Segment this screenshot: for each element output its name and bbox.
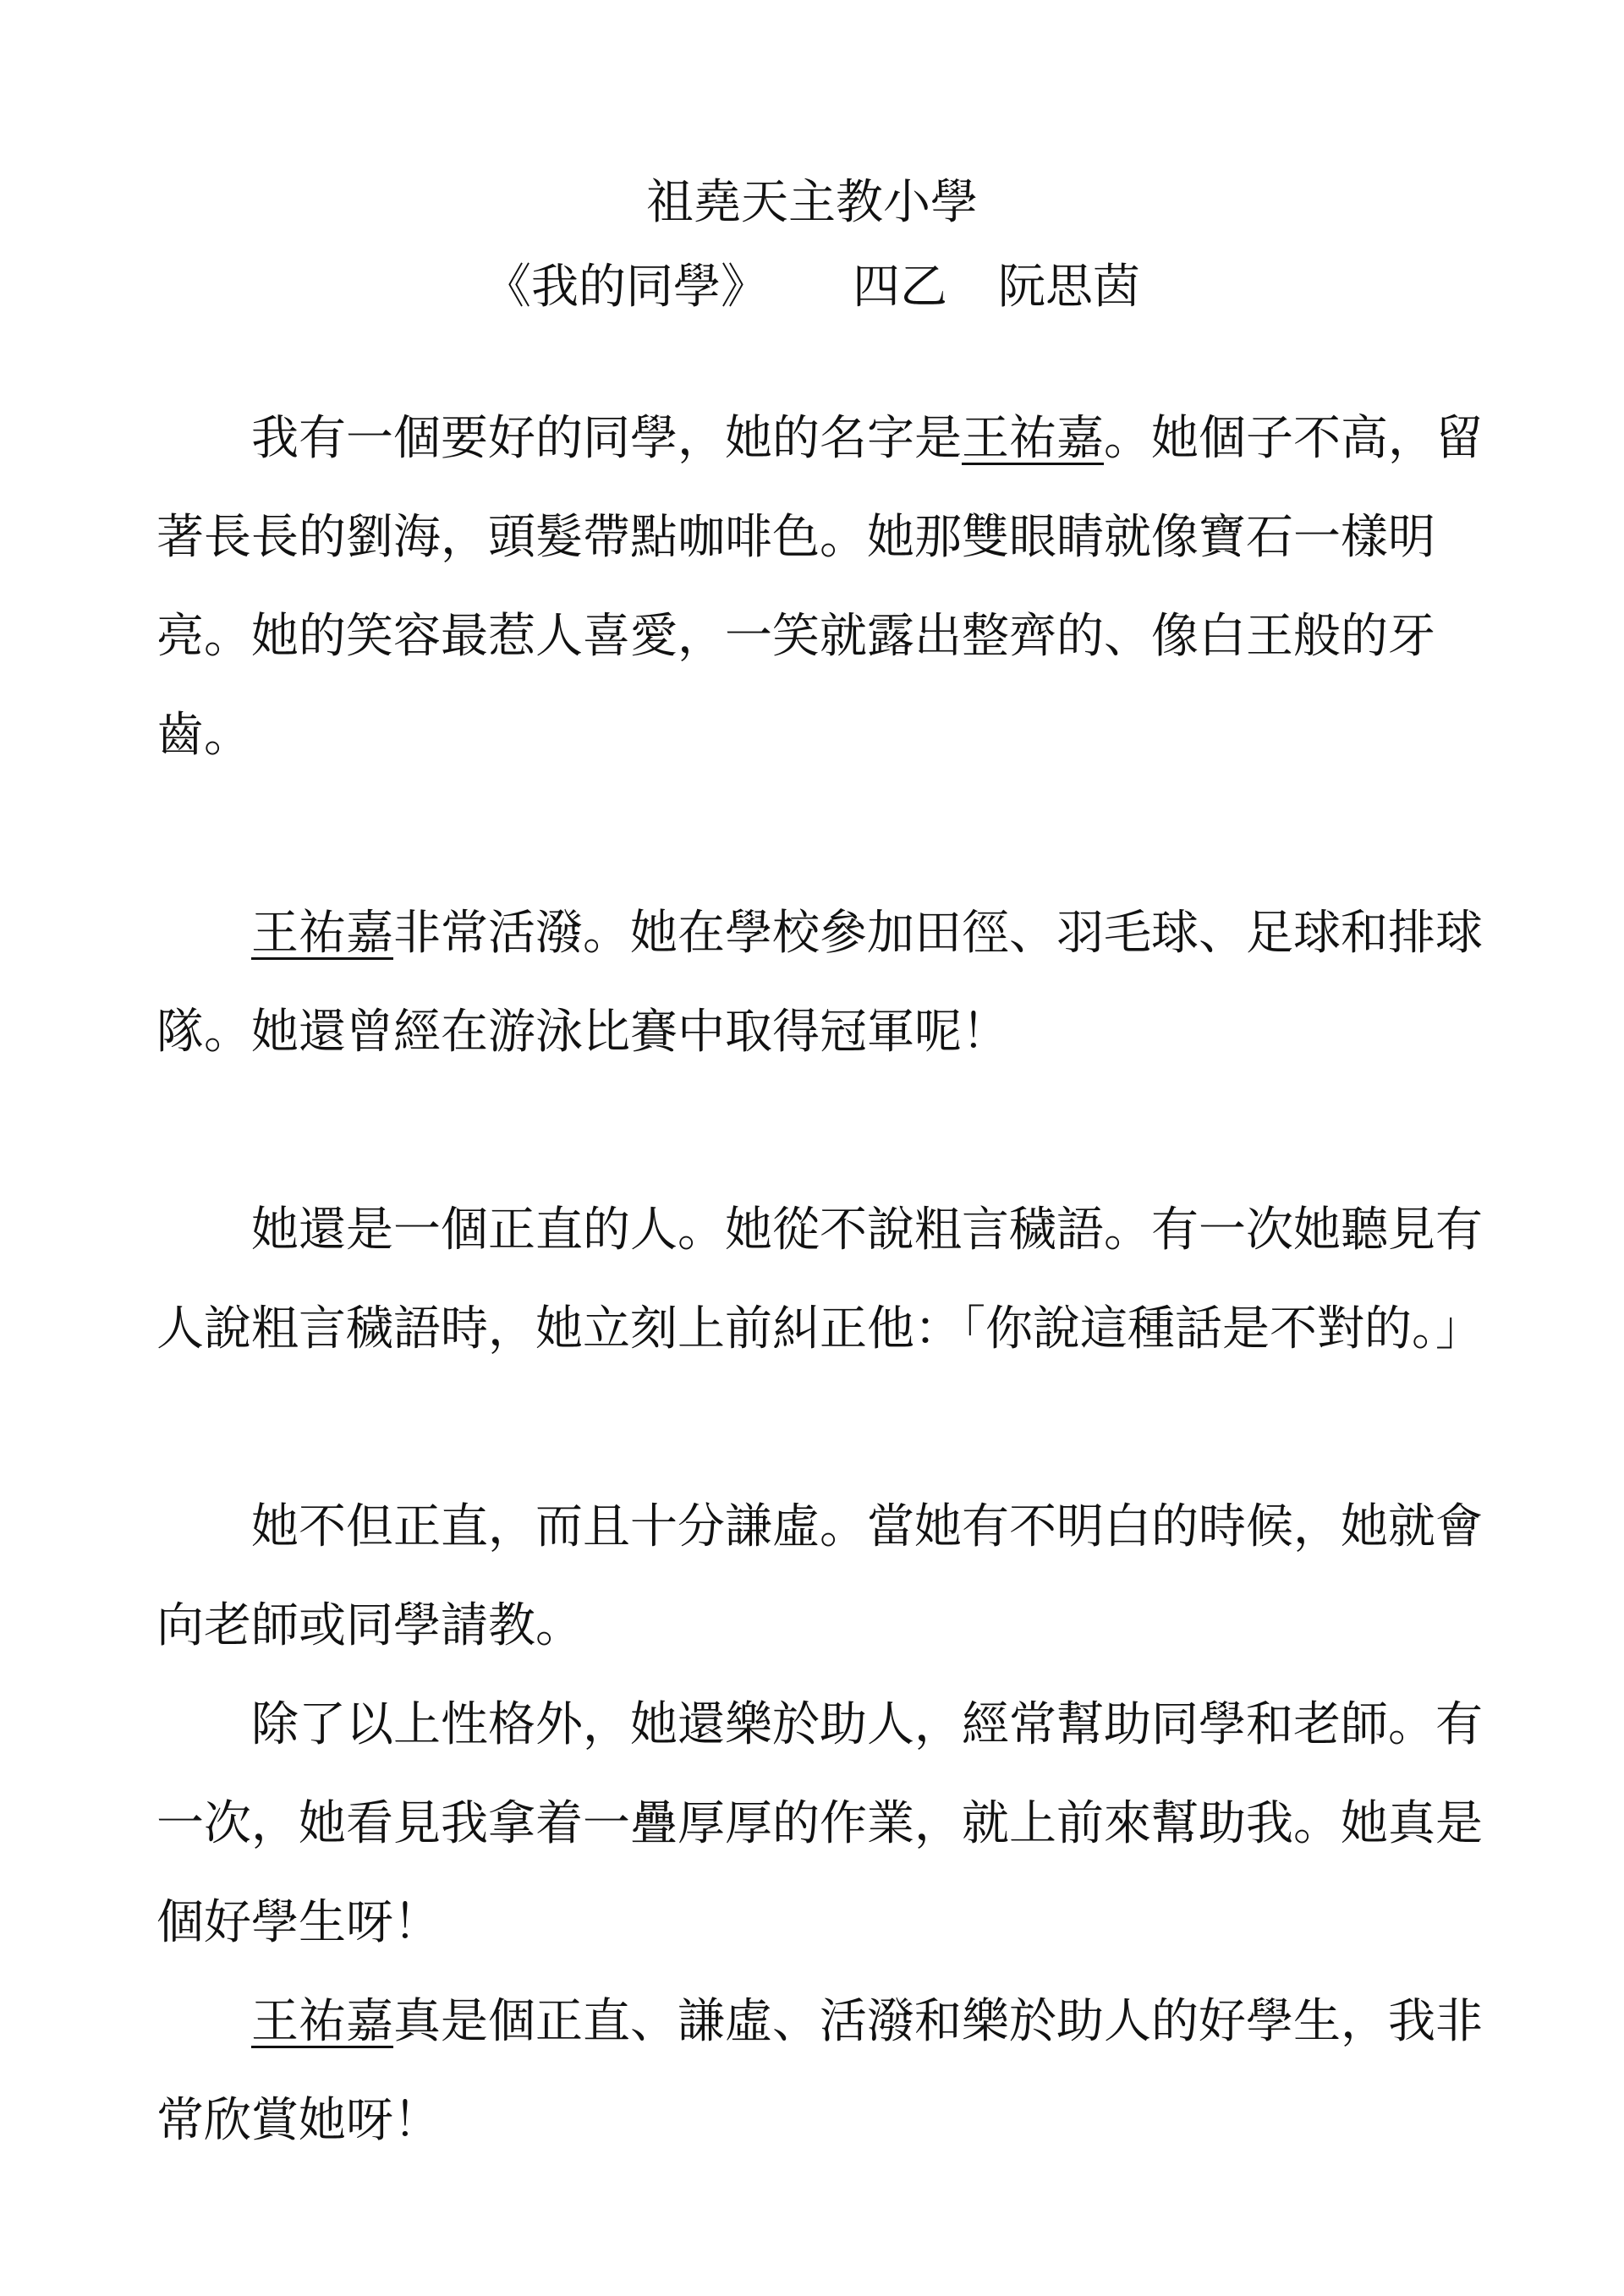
essay-body xyxy=(156,389,1484,2170)
paragraph-text: 。她個子不高，留著長長的劉海，頭髮帶點咖啡色。她那雙眼睛就像寶石一樣明亮。她的笑容最惹人喜愛，一笑就露出整齊的、像白王般的牙齒。 xyxy=(156,411,1483,763)
paragraph-4 xyxy=(156,1477,1484,1675)
paragraph-text: 真是個正直、謙虛、活潑和樂於助人的好學生，我非常欣賞她呀！ xyxy=(156,1994,1483,2148)
paragraph-2 xyxy=(156,884,1484,1082)
underlined-name: 王祐嘉 xyxy=(962,411,1104,466)
school-name: 祖堯天主教小學 xyxy=(646,175,978,230)
paragraph-5 xyxy=(156,1675,1484,1972)
title-line xyxy=(0,245,1624,330)
underlined-name: 王祐嘉 xyxy=(251,906,393,961)
author-name: 阮思茵 xyxy=(998,260,1140,315)
paragraph-1 xyxy=(156,389,1484,785)
document-header xyxy=(0,161,1624,330)
essay-title: 《我的同學》 xyxy=(484,260,768,315)
paragraph-text: 非常活潑。她在學校參加田徑、羽毛球、足球和排球隊。她還曾經在游泳比賽中取得冠軍呢！ xyxy=(156,906,1483,1060)
underlined-name: 王祐嘉 xyxy=(251,1994,393,2049)
paragraph-3 xyxy=(156,1181,1484,1378)
paragraph-text: 她不但正直，而且十分謙虛。當她有不明白的時候，她就會向老師或同學請教。 xyxy=(156,1499,1483,1653)
class-name: 四乙 xyxy=(853,260,947,315)
paragraph-6 xyxy=(156,1972,1484,2170)
paragraph-text: 她還是一個正直的人。她從不說粗言穢語。有一次她聽見有人說粗言穢語時，她立刻上前糾正他：「你說這種話是不對的。」 xyxy=(156,1203,1483,1356)
paragraph-text: 我有一個要好的同學，她的名字是 xyxy=(251,411,962,466)
paragraph-text: 除了以上性格外，她還樂於助人，經常幫助同學和老師。有一次，她看見我拿着一疊厚厚的作業，就上前來幫助我。她真是個好學生呀！ xyxy=(156,1697,1483,1950)
